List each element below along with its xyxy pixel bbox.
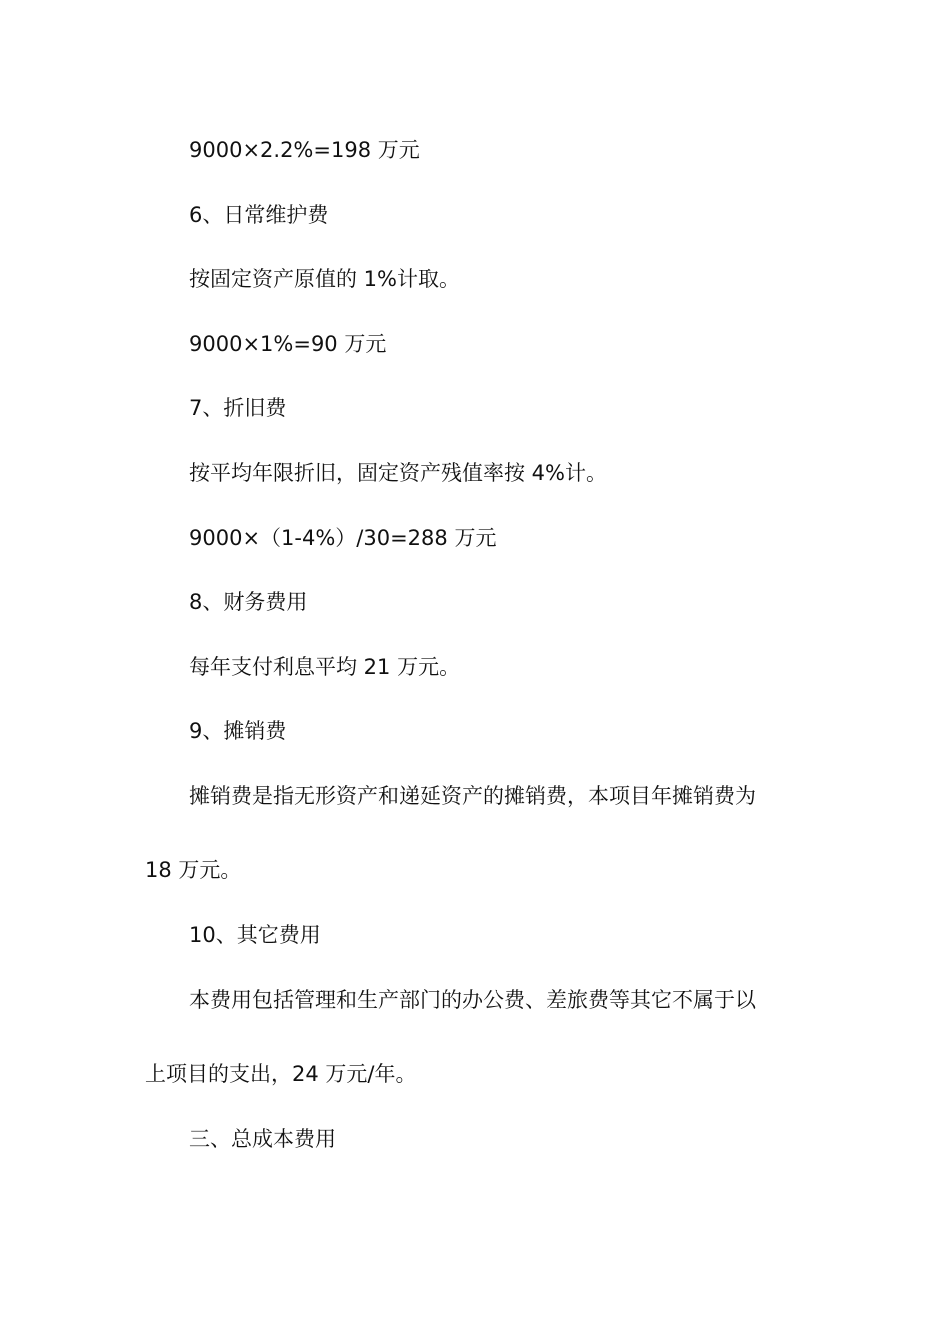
heading-total-cost: 三、总成本费用	[189, 1127, 336, 1151]
paragraph-amortization-line1: 摊销费是指无形资产和递延资产的摊销费，本项目年摊销费为	[189, 784, 756, 808]
paragraph-maintenance-rule: 按固定资产原值的 1%计取。	[189, 267, 460, 291]
heading-other-costs: 10、其它费用	[189, 923, 321, 947]
paragraph-depreciation-rule: 按平均年限折旧，固定资产残值率按 4%计。	[189, 461, 607, 485]
formula-line-depreciation: 9000×（1-4%）/30=288 万元	[189, 526, 497, 550]
paragraph-other-costs-line1: 本费用包括管理和生产部门的办公费、差旅费等其它不属于以	[189, 988, 756, 1012]
heading-amortization: 9、摊销费	[189, 719, 287, 743]
heading-daily-maintenance: 6、日常维护费	[189, 203, 329, 227]
formula-line-maintenance-tax: 9000×2.2%=198 万元	[189, 138, 420, 162]
formula-line-maintenance: 9000×1%=90 万元	[189, 332, 387, 356]
paragraph-amortization-line2: 18 万元。	[145, 858, 242, 882]
paragraph-interest: 每年支付利息平均 21 万元。	[189, 655, 461, 679]
heading-financial-cost: 8、财务费用	[189, 590, 308, 614]
paragraph-other-costs-line2: 上项目的支出，24 万元/年。	[145, 1062, 417, 1086]
heading-depreciation: 7、折旧费	[189, 396, 287, 420]
